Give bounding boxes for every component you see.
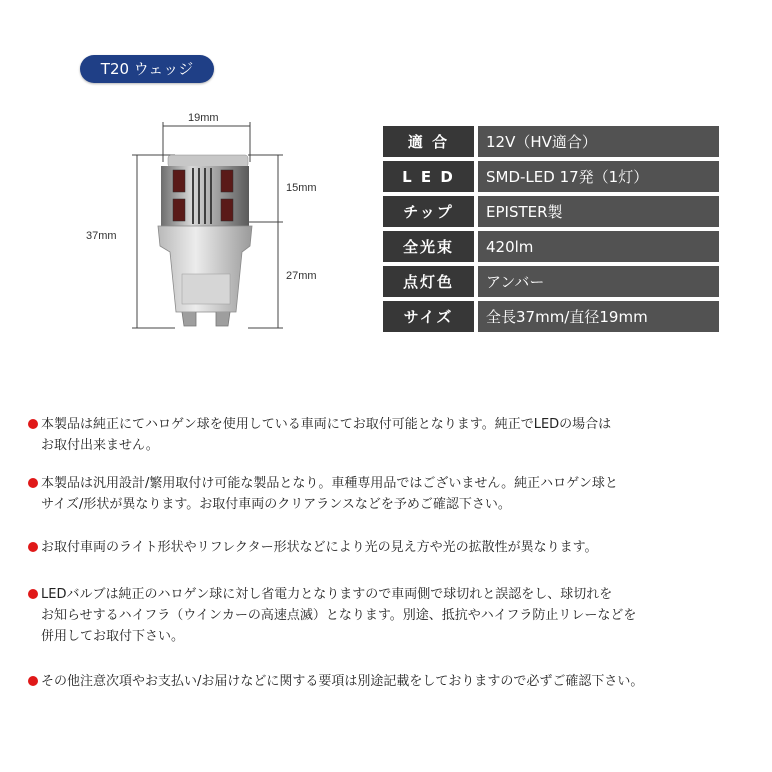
note-item	[28, 584, 748, 647]
led-chip-1	[173, 170, 185, 192]
note-line: お取付車両のライト形状やリフレクター形状などにより光の見え方や光の拡散性が異なります。	[41, 540, 598, 555]
spec-value: 420lm	[478, 231, 719, 262]
spec-key: サイズ	[383, 301, 474, 332]
spec-value: EPISTER製	[478, 196, 719, 227]
dimension-width-label: 19mm	[188, 112, 219, 124]
spec-value: アンバー	[478, 266, 719, 297]
led-chip-4	[221, 199, 233, 221]
note-line: お取付出来ません。	[41, 438, 159, 453]
badge-label: T20 ウェッジ	[100, 60, 194, 78]
note-line: サイズ/形状が異なります。お取付車両のクリアランスなどを予めご確認下さい。	[41, 497, 511, 512]
spec-value: SMD-LED 17発（1灯）	[478, 161, 719, 192]
bullet-dot	[28, 542, 38, 552]
spec-key: L E D	[383, 161, 474, 192]
led-chip-3	[173, 199, 185, 221]
note-line: 本製品は純正にてハロゲン球を使用している車両にてお取付可能となります。純正でLEDの場合は	[41, 417, 612, 432]
spec-value: 12V（HV適合）	[478, 126, 719, 157]
note-item	[28, 473, 748, 515]
spec-table	[383, 126, 719, 336]
spec-row	[383, 126, 719, 157]
spec-value: 全長37mm/直径19mm	[478, 301, 719, 332]
bullet-dot	[28, 419, 38, 429]
note-item	[28, 537, 748, 558]
dimension-top-label: 15mm	[286, 182, 317, 194]
note-item	[28, 671, 748, 692]
bullet-dot	[28, 478, 38, 488]
dimension-total-label: 37mm	[86, 230, 117, 242]
note-line: 併用してお取付下さい。	[41, 629, 185, 644]
spec-row	[383, 231, 719, 262]
bullet-dot	[28, 676, 38, 686]
led-chip-2	[221, 170, 233, 192]
bulb-base-clip	[182, 274, 230, 304]
note-line: お知らせするハイフラ（ウインカーの高速点滅）となります。別途、抵抗やハイフラ防止リレーなどを	[41, 608, 637, 623]
note-line: LEDバルブは純正のハロゲン球に対し省電力となりますので車両側で球切れと誤認をし、球切れを	[41, 587, 613, 602]
spec-row	[383, 301, 719, 332]
spec-row	[383, 196, 719, 227]
spec-key: 全光束	[383, 231, 474, 262]
spec-key: 適 合	[383, 126, 474, 157]
bulb-top-cap	[168, 155, 248, 167]
spec-key: 点灯色	[383, 266, 474, 297]
spec-key: チップ	[383, 196, 474, 227]
note-line: その他注意次項やお支払い/お届けなどに関する要項は別途記載をしておりますので必ずご確認下さい。	[41, 674, 644, 689]
note-line: 本製品は汎用設計/繁用取付け可能な製品となり。車種専用品ではございません。純正ハロゲン球と	[41, 476, 618, 491]
note-item	[28, 414, 748, 456]
spec-row	[383, 161, 719, 192]
bullet-dot	[28, 589, 38, 599]
spec-row	[383, 266, 719, 297]
dimension-bottom-label: 27mm	[286, 270, 317, 282]
bulb-terminals	[182, 312, 230, 326]
